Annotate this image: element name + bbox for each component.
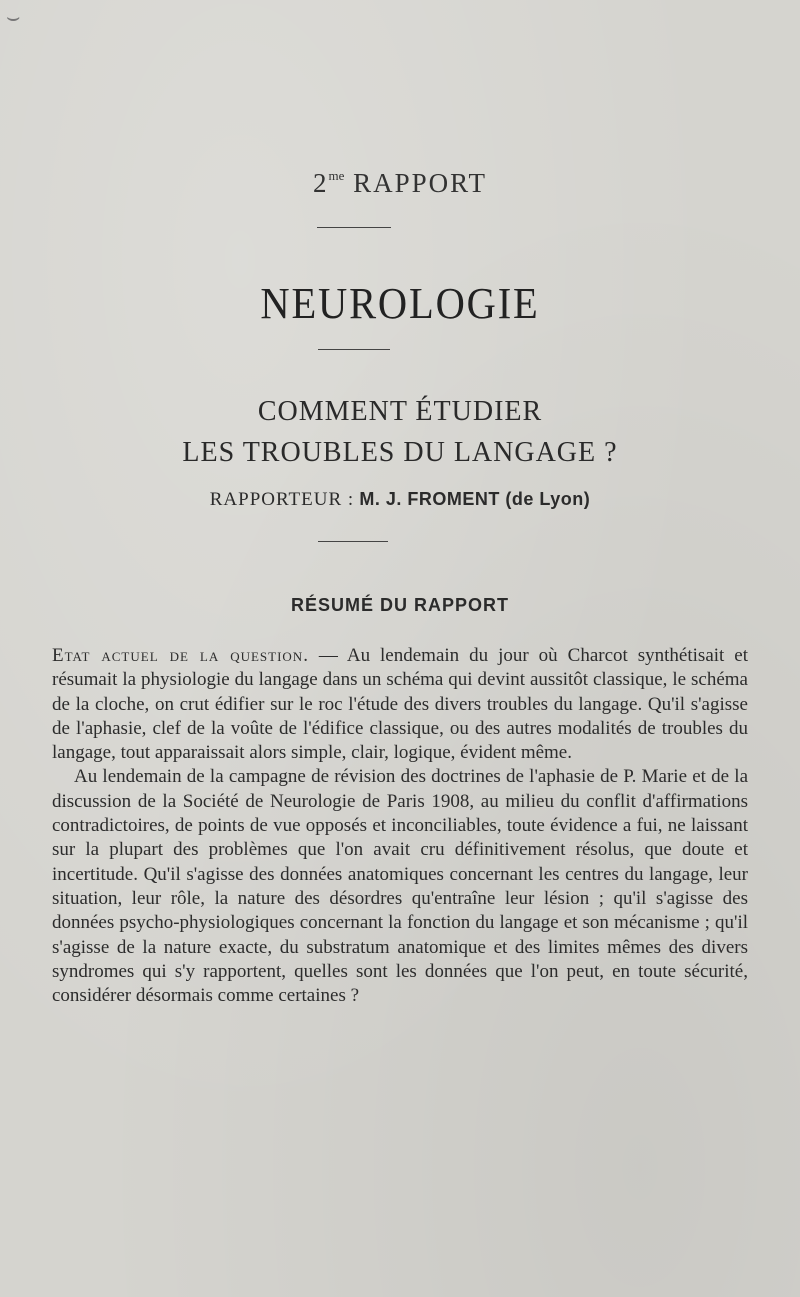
- divider-rule: [318, 541, 388, 542]
- rapport-word: RAPPORT: [353, 168, 488, 198]
- rapporteur-label: RAPPORTEUR :: [209, 489, 355, 510]
- rapport-number-heading: [0, 168, 800, 199]
- divider-rule: [317, 227, 391, 228]
- subtitle-line-1: COMMENT ÉTUDIER: [257, 396, 543, 427]
- body-text: [52, 644, 748, 1008]
- subtitle-line-2: LES TROUBLES DU LANGAGE ?: [182, 437, 618, 468]
- paragraph-2: Au lendemain de la campagne de révision des doctrines de l'aphasie de P. Marie et de la discussion de la Société de Neurologie de Paris 1908, au milieu du conflit d'affirmations contradictoires, de points de vue opposés et inconciliables, toute évidence a fui, ne laissant sur la plupart des problèmes que l'on avait cru définitivement résolus, que doute et incertitude. Qu'il s'agisse des données anatomiques concernant les centres du langage, leur situation, leur rôle, la nature des désordres qu'entraîne leur lésion ; qu'il s'agisse des données psycho-physiologiques concernant la fonction du langage et son mécanisme ; qu'il s'agisse de la nature exacte, du substratum anatomique et des limites mêmes des divers syndromes qui s'y rapportent, quelles sont les données que l'on peut, en toute sécurité, considérer désormais comme certaines ?: [52, 766, 748, 1007]
- paragraph-1-text: — Au lendemain du jour où Charcot synthétisait et résumait la physiologie du langage dans un schéma qui devint aussitôt classique, le schéma de la cloche, on crut édifier sur le roc l'étude des divers troubles du langage. Qu'il s'agisse de l'aphasie, clef de la voûte de l'édifice classique, ou des autres modalités de troubles du langage, tout apparaissait alors simple, clair, logique, évident même.: [52, 645, 748, 764]
- rapporteur-line: [0, 489, 800, 511]
- paragraph-lead: Etat actuel de la question.: [52, 645, 309, 666]
- rapport-number-suffix: me: [328, 168, 345, 183]
- paragraph-1: [52, 644, 748, 765]
- divider-rule: [318, 349, 390, 350]
- corner-pencil-mark: ⌣: [6, 4, 21, 29]
- rapporteur-name: M. J. FROMENT (de Lyon): [359, 489, 591, 509]
- section-heading: RÉSUMÉ DU RAPPORT: [290, 595, 509, 615]
- page-title: NEUROLOGIE: [260, 279, 540, 328]
- rapport-number: 2: [312, 168, 329, 198]
